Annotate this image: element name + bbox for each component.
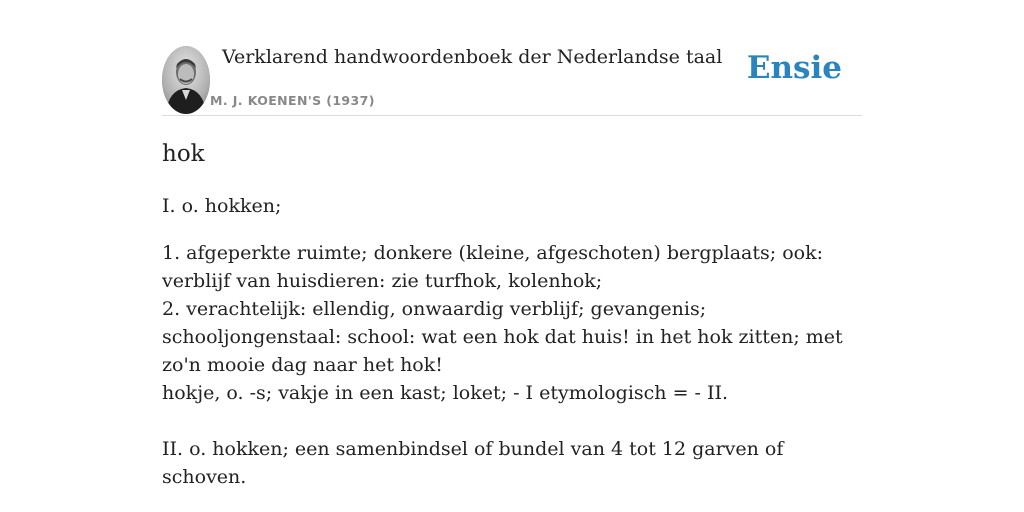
entry-line: I. o. hokken;: [162, 195, 282, 217]
ensie-logo-link[interactable]: Ensie: [746, 50, 842, 86]
author-portrait: [162, 46, 210, 114]
site-header: [162, 44, 862, 116]
dictionary-entry: [162, 138, 862, 491]
entry-line: 1. afgeperkte ruimte; donkere (kleine, afgeschoten) bergplaats; ook: verblijf van huisdieren: zie turfhok, kolenhok;: [162, 242, 824, 292]
entry-headword: hok: [162, 141, 205, 167]
book-title: Verklarend handwoordenboek der Nederlandse taal: [222, 46, 723, 68]
author-line: M. J. KOENEN'S (1937): [210, 93, 375, 108]
portrait-image: [162, 46, 210, 114]
entry-sense-1: [162, 192, 862, 220]
entry-sense-1-definitions: [162, 239, 862, 407]
entry-sense-2: [162, 435, 862, 491]
entry-line: hokje, o. -s; vakje in een kast; loket; - I etymologisch = - II.: [162, 382, 729, 404]
entry-line: II. o. hokken; een samenbindsel of bundel van 4 tot 12 garven of schoven.: [162, 438, 784, 488]
entry-line: 2. verachtelijk: ellendig, onwaardig verblijf; gevangenis; schooljongenstaal: school: wat een hok dat huis! in het hok zitten; met zo'n mooie dag naar het hok!: [162, 298, 843, 376]
